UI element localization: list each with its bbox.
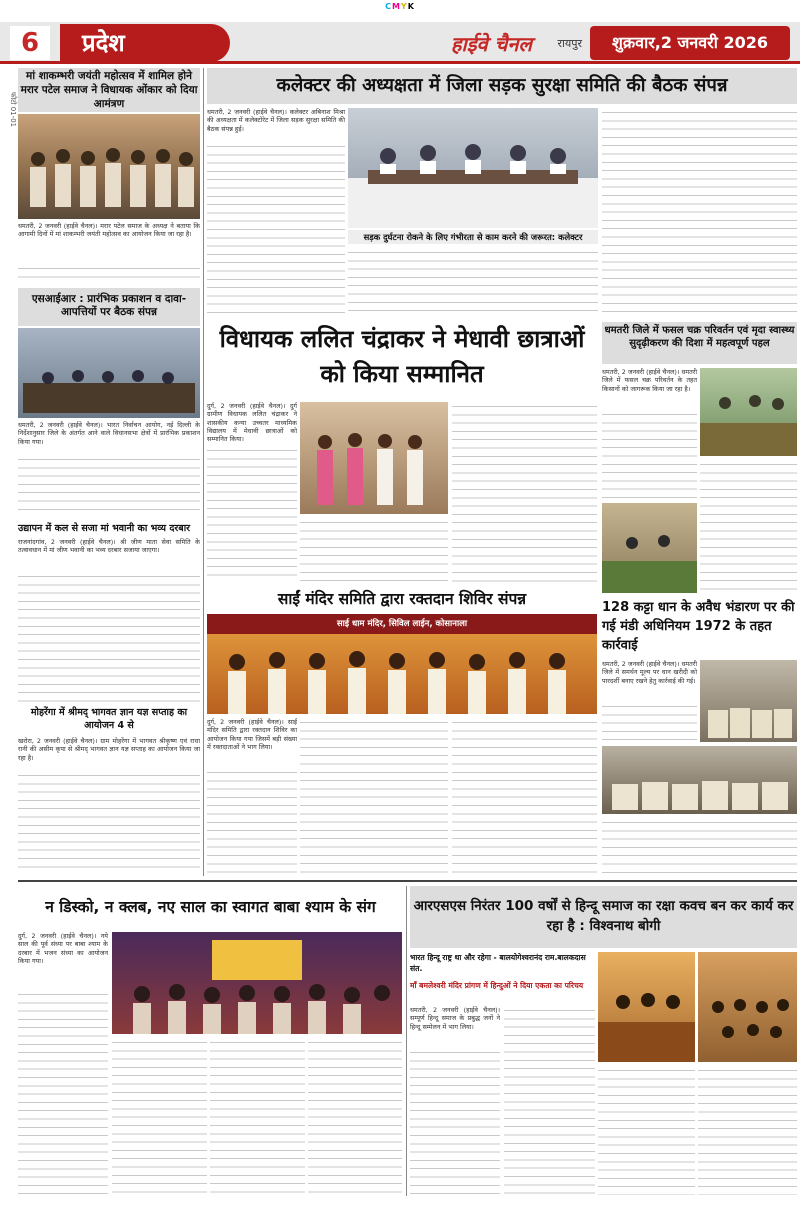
story2-body-lines (18, 455, 200, 517)
story10-kicker: भारत हिन्दू राष्ट्र था और रहेगा - बालयोगेश्वरानंद राम.बालकदास संत. (410, 953, 586, 973)
story10-body-lines-3 (598, 1066, 695, 1195)
story10-body: धमतरी, 2 जनवरी (हाईवे चैनल)। सम्पूर्ण हिन्दू समाज के प्रबुद्ध जनों ने हिन्दू सम्मेलन में भाग लिया। (410, 1006, 500, 1031)
people-group-icon (18, 114, 200, 219)
story8-body-lines-1 (602, 702, 697, 742)
masthead (0, 22, 800, 64)
story6-photo-2 (602, 503, 697, 593)
story10-headline: आरएसएस निरंतर 100 वर्षों से हिन्दू समाज का रक्षा कवच बन कर कार्य कर रहा है : विश्वनाथ बोगी (410, 886, 797, 948)
story10-body-lines-2 (504, 1006, 595, 1195)
section-title: प्रदेश (60, 24, 230, 62)
bhajan-crowd-icon (112, 932, 402, 1034)
grain-sacks-icon (700, 660, 797, 742)
story6-body-lines-1 (602, 410, 697, 500)
story10-photo-2 (698, 952, 797, 1062)
crop-survey-icon (602, 503, 697, 593)
story4-body-lines (18, 771, 200, 871)
felicitation-icon (300, 402, 448, 514)
story9-body-lines-3 (210, 1038, 305, 1195)
farmers-field-icon (700, 368, 797, 456)
story8-headline: 128 कट्टा धान के अवैध भंडारण पर की गई मंडी अधिनियम 1972 के तहत कार्रवाई (602, 600, 795, 653)
bottom-column-divider (406, 886, 407, 1196)
story6-photo-1 (700, 368, 797, 456)
story9-photo (112, 932, 402, 1034)
story9-body-lines-1 (18, 990, 108, 1195)
blood-donors-icon (207, 634, 597, 714)
story7-body-lines-2 (300, 718, 448, 876)
conference-meeting-icon (348, 108, 598, 228)
lead-photo (348, 108, 598, 228)
story2-photo (18, 328, 200, 418)
column-divider (203, 68, 204, 876)
photo-id: फोटो 01-01 (9, 92, 17, 128)
lead-body-lines-3 (602, 108, 797, 318)
story1-body-lines (18, 264, 200, 280)
story5-headline: विधायक ललित चंद्राकर ने मेधावी छात्राओं को किया सम्मानित (219, 325, 585, 388)
story3-body-lines (18, 572, 200, 702)
story10-subhead: माँ बमलेश्वरी मंदिर प्रांगण में हिन्दुओं ने दिया एकता का परिचय (410, 981, 584, 990)
story8-body-lines-2 (602, 818, 797, 876)
story7-photo (207, 614, 597, 714)
issue-date: शुक्रवार,2 जनवरी 2026 (590, 26, 790, 60)
story9-body-lines-4 (308, 1038, 402, 1195)
section-divider (18, 880, 797, 882)
story10-body-lines-1 (410, 1048, 500, 1195)
story1-body: धमतरी, 2 जनवरी (हाईवे चैनल)। मरार पटेल समाज के अध्यक्ष ने बताया कि आगामी दिनों में मां शाकम्भरी जयंती महोत्सव का आयोजन किया जा रहा है। (18, 222, 200, 239)
story8-photo-2 (602, 746, 797, 814)
story7-body: दुर्ग, 2 जनवरी (हाईवे चैनल)। साईं मंदिर समिति द्वारा रक्तदान शिविर का आयोजन किया गया जिसमें बड़ी संख्या में रक्तदाताओं ने भाग लिया। (207, 718, 297, 751)
story5-body-lines-2 (300, 518, 448, 582)
lead-body-lines-2 (348, 248, 598, 318)
story7-banner: साई धाम मंदिर, सिविल लाईन, कोसानाला (207, 614, 597, 634)
story2-body: धमतरी, 2 जनवरी (हाईवे चैनल)। भारत निर्वाचन आयोग, नई दिल्ली के निर्देशानुसार जिले के अंतर्गत आने वाले विधानसभा क्षेत्रों में प्रारंभिक प्रकाशन किया गया। (18, 421, 200, 446)
story7-body-lines-3 (452, 718, 597, 876)
lead-photo-caption: सड़क दुर्घटना रोकने के लिए गंभीरता से काम करने की जरूरत: कलेक्टर (348, 230, 598, 244)
story2-headline: एसआईआर : प्रारंभिक प्रकाशन व दावा-आपत्तियों पर बैठक संपन्न (18, 288, 200, 326)
story8-body: धमतरी, 2 जनवरी (हाईवे चैनल)। धमतरी जिले में समर्थन मूल्य पर धान खरीदी को पारदर्शी बनाए रखने हेतु कार्रवाई की गई। (602, 660, 697, 685)
story5-body: दुर्ग, 2 जनवरी (हाईवे चैनल)। दुर्ग ग्रामीण विधायक ललित चंद्राकर ने शासकीय कन्या उच्चतर माध्यमिक विद्यालय में मेधावी छात्राओं को सम्मानित किया। (207, 402, 297, 444)
story3-body: राजनांदगांव, 2 जनवरी (हाईवे चैनल)। श्री जीण माता सेवा समिति के तत्वावधान में मां जीण भवानी का भव्य दरबार सजाया जाएगा। (18, 538, 200, 555)
meeting-hall-icon (18, 328, 200, 418)
lead-headline: कलेक्टर की अध्यक्षता में जिला सड़क सुरक्षा समिति की बैठक संपन्न (207, 68, 797, 104)
story5-photo (300, 402, 448, 514)
story4-body: खरोरा, 2 जनवरी (हाईवे चैनल)। ग्राम मोहरेंगा में भागवत श्रीकृष्ण एवं राधा रानी की असीम कृपा से श्रीमद् भागवत ज्ञान यज्ञ सप्ताह का आयोजन किया जा रहा है। (18, 737, 200, 762)
audience-icon (698, 952, 797, 1062)
story7-body-lines-1 (207, 768, 297, 876)
story9-body: दुर्ग, 2 जनवरी (हाईवे चैनल)। नये साल की पूर्व संध्या पर बाबा श्याम के दरबार में भजन संध्या का आयोजन किया गया। (18, 932, 108, 965)
cmyk-marks: CMYK (385, 2, 415, 11)
story4-headline: मोहरेंगा में श्रीमद् भागवत ज्ञान यज्ञ सप्ताह का आयोजन 4 से (30, 707, 188, 731)
story1-headline: मां शाकम्भरी जयंती महोत्सव में शामिल होने मरार पटेल समाज ने विधायक ओंकार को दिया आमंत्रण (18, 68, 200, 112)
story1-photo (18, 114, 200, 219)
story7-headline: साईं मंदिर समिति द्वारा रक्तदान शिविर संपन्न (277, 590, 527, 608)
story5-body-lines-1 (207, 446, 297, 582)
story8-photo-1 (700, 660, 797, 742)
story3-headline: उद्यापन में कल से सजा मां भवानी का भव्य दरबार (18, 523, 191, 534)
lead-body: धमतरी, 2 जनवरी (हाईवे चैनल)। कलेक्टर अबिनाश मिश्रा की अध्यक्षता में कलेक्टोरेट में जिला सड़क सुरक्षा समिति की बैठक संपन्न हुई। (207, 108, 345, 133)
brand-name: हाईवे चैनल (450, 32, 532, 56)
lead-body-lines-1 (207, 142, 345, 318)
stage-speakers-icon (598, 952, 695, 1062)
story6-headline: धमतरी जिले में फसल चक्र परिवर्तन एवं मृदा स्वास्थ्य सुदृढ़ीकरण की दिशा में महत्वपूर्ण पहल (602, 322, 797, 364)
warehouse-icon (602, 746, 797, 814)
page-number: 6 (10, 26, 50, 60)
story10-photo-1 (598, 952, 695, 1062)
story9-headline: न डिस्को, न क्लब, नए साल का स्वागत बाबा श्याम के संग (45, 898, 376, 916)
story10-body-lines-4 (698, 1066, 797, 1195)
story6-body: धमतरी, 2 जनवरी (हाईवे चैनल)। धमतरी जिले में फसल चक्र परिवर्तन के तहत किसानों को जागरूक किया जा रहा है। (602, 368, 697, 393)
edition-city: रायपुर (557, 37, 582, 50)
story5-body-lines-3 (452, 402, 597, 582)
story9-body-lines-2 (112, 1038, 207, 1195)
story6-body-lines-2 (700, 460, 797, 593)
